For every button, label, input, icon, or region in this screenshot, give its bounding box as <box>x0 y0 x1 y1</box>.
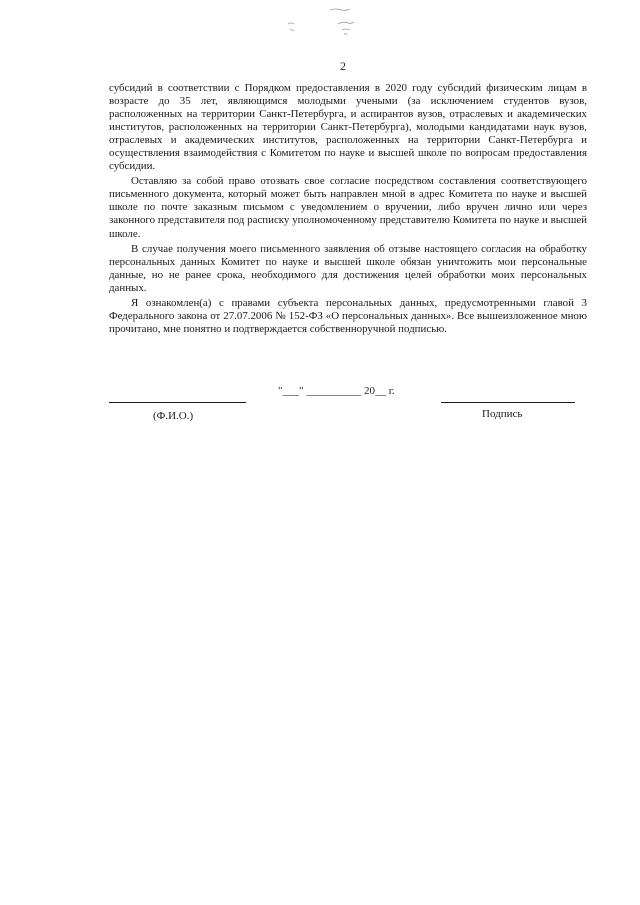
signature-underline <box>441 402 575 403</box>
fio-underline <box>109 402 246 403</box>
fio-label: (Ф.И.О.) <box>153 410 194 422</box>
signature-block <box>109 382 587 432</box>
paragraph-continuation: субсидий в соответствии с Порядком предоставления в 2020 году субсидий физическим лицам в возрасте до 35 лет, являющимся молодыми учеными (за исключением студентов вузов, расположенных на территории Санкт-Петербурга, и аспирантов вузов, отраслевых и академических институтов, расположенных на территории Санкт-Петербурга), молодыми кандидатами наук вузов, отраслевых и академических институтов, расположенных на территории Санкт-Петербурга и осуществления взаимодействия с Комитетом по науке и высшей школе по вопросам предоставления субсидии. <box>109 82 587 173</box>
page-number: 2 <box>340 59 346 73</box>
signature-label: Подпись <box>482 408 523 420</box>
paragraph-data-destruction: В случае получения моего письменного заявления об отзыве настоящего согласия на обработку персональных данных Комитет по науке и высшей школе обязан уничтожить мои персональные данные, но не ранее срока, необходимого для достижения целей обработки моих персональных данных. <box>109 242 587 294</box>
paragraph-acknowledgement: Я ознакомлен(а) с правами субъекта персональных данных, предусмотренными главой 3 Федерального закона от 27.07.2006 № 152-ФЗ «О персональных данных». Все вышеизложенное мною прочитано, мне понятно и подтверждается собственноручной подписью. <box>109 296 587 335</box>
date-line: "___" __________ 20__ г. <box>278 385 395 397</box>
stamp-mark <box>282 4 362 38</box>
paragraph-revocation: Оставляю за собой право отозвать свое согласие посредством составления соответствующего письменного документа, который может быть направлен мной в адрес Комитета по науке и высшей школе по почте заказным письмом с уведомлением о вручении, либо вручен лично или через законного представителя под расписку уполномоченному представителю Комитета по науке и высшей школе. <box>109 175 587 240</box>
document-body <box>109 82 587 338</box>
